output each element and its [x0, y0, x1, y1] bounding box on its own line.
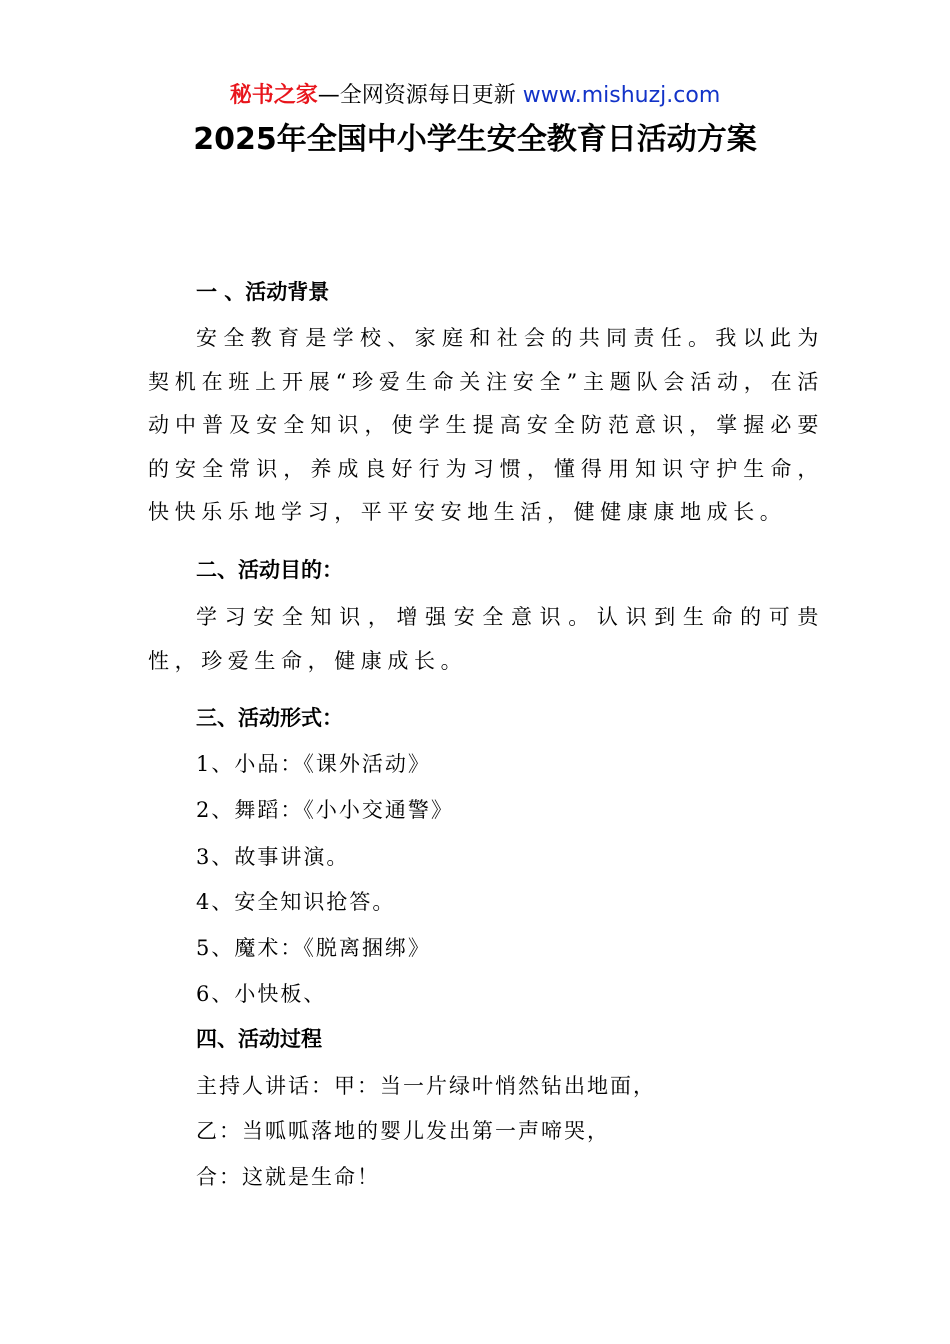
paragraph-background: 安全教育是学校、家庭和社会的共同责任。我以此为契机在班上开展“珍爱生命关注安全”主题队会活动，在活动中普及安全知识，使学生提高安全防范意识，掌握必要的安全常识，养成良好行为习惯，懂得用知识守护生命，快快乐乐地学习，平平安安地生活，健健康康地成长。 — [148, 326, 824, 524]
site-brand: 秘书之家 — [229, 83, 318, 108]
paragraph-purpose: 学习安全知识，增强安全意识。认识到生命的可贵性，珍爱生命，健康成长。 — [148, 605, 824, 673]
list-item-form-4: 4、安全知识抢答。 — [196, 890, 396, 914]
list-item-form-2: 2、舞蹈：《小小交通警》 — [196, 798, 454, 822]
list-item-form-5: 5、魔术：《脱离捆绑》 — [196, 936, 431, 960]
document-title: 2025年全国中小学生安全教育日活动方案 — [193, 122, 757, 157]
section-heading-forms: 三、活动形式： — [196, 706, 343, 730]
section-heading-purpose: 二、活动目的： — [196, 558, 343, 582]
site-banner — [0, 80, 950, 112]
process-line-3: 合：这就是生命！ — [196, 1165, 380, 1189]
process-line-2: 乙：当呱呱落地的婴儿发出第一声啼哭， — [196, 1119, 610, 1143]
list-item-form-1: 1、小品：《课外活动》 — [196, 752, 431, 776]
section-heading-background: 一 、活动背景 — [196, 280, 330, 304]
site-url[interactable]: www.mishuzj.com — [522, 83, 721, 108]
list-item-form-6: 6、小快板、 — [196, 982, 327, 1006]
section-heading-process: 四、活动过程 — [196, 1027, 322, 1051]
process-line-1: 主持人讲话：甲：当一片绿叶悄然钻出地面， — [196, 1074, 656, 1098]
site-slogan: —全网资源每日更新 — [317, 83, 516, 108]
list-item-form-3: 3、故事讲演。 — [196, 845, 350, 869]
